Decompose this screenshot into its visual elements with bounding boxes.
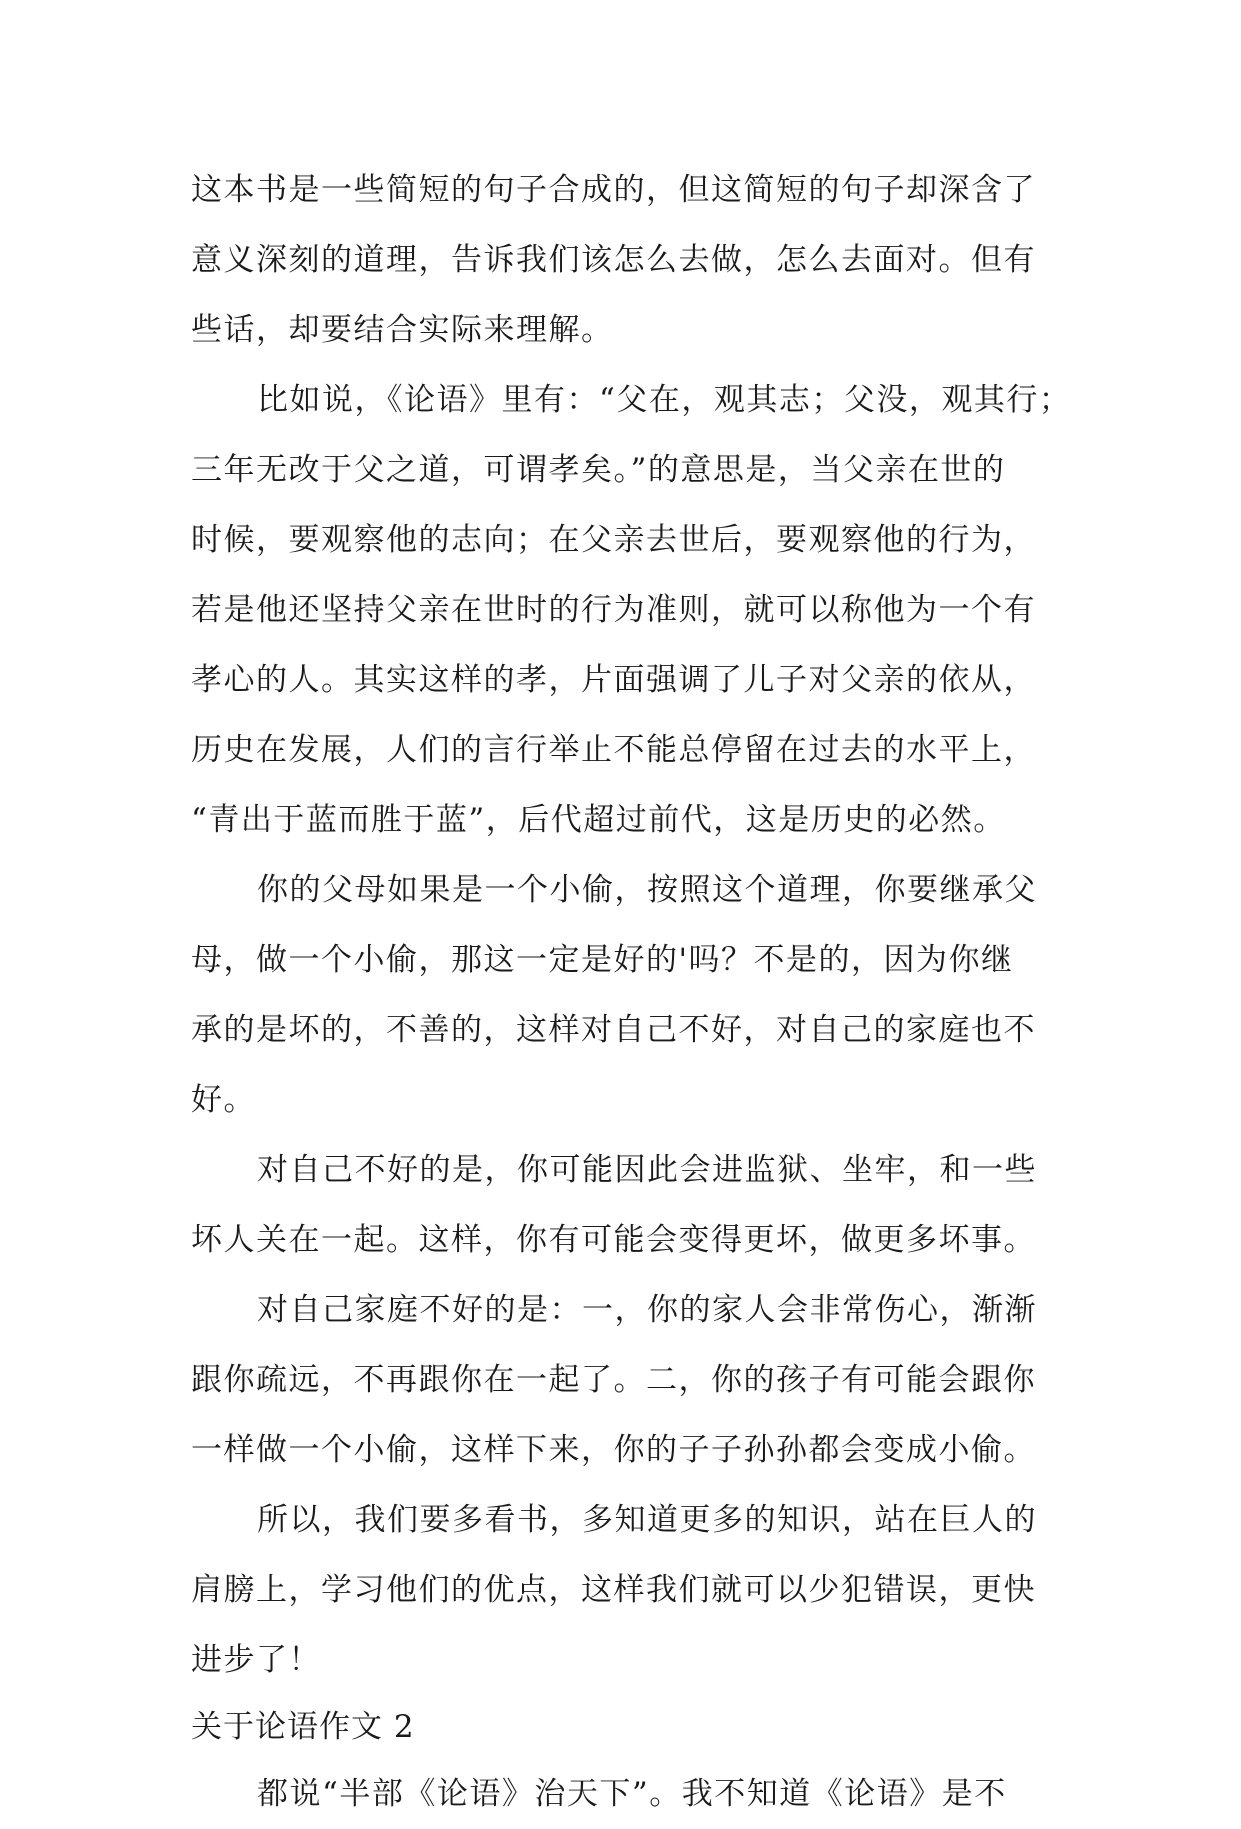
- paragraph: [191, 1135, 1061, 1275]
- text-line: 所以，我们要多看书，多知道更多的知识，站在巨人的: [257, 1502, 1037, 1538]
- paragraph: [191, 855, 1061, 1135]
- text-line: 好。: [191, 1082, 256, 1118]
- text-line: 三年无改于父之道，可谓孝矣。”的意思是，当父亲在世的: [191, 452, 1006, 488]
- text-line: 对自己不好的是，你可能因此会进监狱、坐牢，和一些: [257, 1152, 1037, 1188]
- essay-title: 关于论语作文 2: [191, 1709, 415, 1745]
- text-line: 意义深刻的道理，告诉我们该怎么去做，怎么去面对。但有: [191, 242, 1036, 278]
- paragraph: [191, 365, 1072, 855]
- document-page: [191, 155, 1072, 1829]
- text-line: 跟你疏远，不再跟你在一起了。二，你的孩子有可能会跟你: [191, 1362, 1036, 1398]
- text-line: 历史在发展，人们的言行举止不能总停留在过去的水平上，: [191, 732, 1036, 768]
- text-line: 进步了！: [191, 1642, 321, 1678]
- text-line: 都说“半部《论语》治天下”。我不知道《论语》是不: [257, 1776, 1007, 1812]
- text-line: 坏人关在一起。这样，你有可能会变得更坏，做更多坏事。: [191, 1222, 1036, 1258]
- text-line: 承的是坏的，不善的，这样对自己不好，对自己的家庭也不: [191, 1012, 1036, 1048]
- paragraph: [191, 1275, 1061, 1485]
- text-line: 若是他还坚持父亲在世时的行为准则，就可以称他为一个有: [191, 592, 1036, 628]
- paragraph: [191, 155, 1061, 365]
- paragraph: [191, 1485, 1061, 1695]
- text-line: 比如说，《论语》里有：“父在，观其志；父没，观其行；: [257, 382, 1072, 418]
- text-line: 这本书是一些简短的句子合成的，但这简短的句子却深含了: [191, 172, 1036, 208]
- text-line: 对自己家庭不好的是：一，你的家人会非常伤心，渐渐: [257, 1292, 1037, 1328]
- essay-1-body: [191, 155, 1072, 1695]
- text-line: 肩膀上，学习他们的优点，这样我们就可以少犯错误，更快: [191, 1572, 1036, 1608]
- essay-2: [191, 1695, 1061, 1829]
- text-line: 时候，要观察他的志向；在父亲去世后，要观察他的行为，: [191, 522, 1036, 558]
- text-line: “青出于蓝而胜于蓝”，后代超过前代，这是历史的必然。: [191, 802, 1006, 838]
- text-line: 你的父母如果是一个小偷，按照这个道理，你要继承父: [257, 872, 1037, 908]
- text-line: 一样做一个小偷，这样下来，你的子子孙孙都会变成小偷。: [191, 1432, 1036, 1468]
- text-line: 些话，却要结合实际来理解。: [191, 312, 614, 348]
- text-line: 母，做一个小偷，那这一定是好的'吗？不是的，因为你继: [191, 942, 1014, 978]
- text-line: 孝心的人。其实这样的孝，片面强调了儿子对父亲的依从，: [191, 662, 1036, 698]
